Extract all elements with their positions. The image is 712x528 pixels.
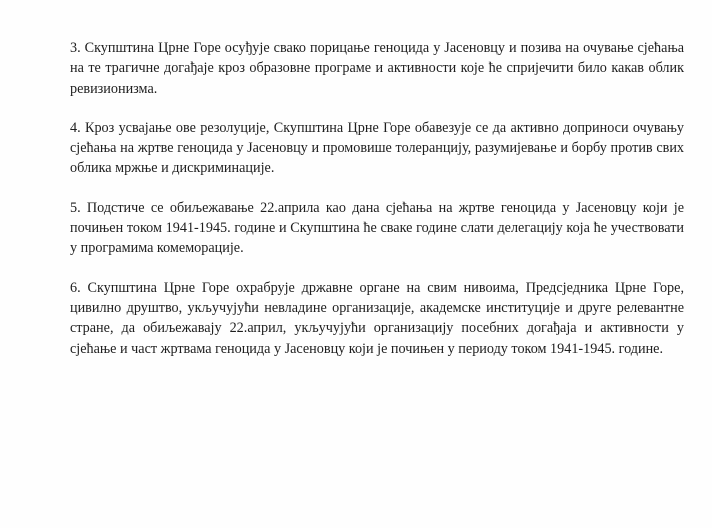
document-body — [70, 38, 684, 378]
paragraph-6: 6. Скупштина Црне Горе охрабрује државне органе на свим нивоима, Предсједника Црне Горе, цивилно друштво, укључујући невладине организације, академске институције и друге релевантне стране, да обиљежавају 22.април, укључујући организацију посебних догађаја и активности у сјећање и част жртвама геноцида у Јасеновцу који је почињен у периоду током 1941-1945. године. — [70, 279, 684, 357]
paragraph-4: 4. Кроз усвајање ове резолуције, Скупштина Црне Горе обавезује се да активно доприноси очувању сјећања на жртве геноцида у Јасеновцу и промовише толеранцију, разумијевање и борбу против свих облика мржње и дискриминације. — [70, 119, 684, 177]
paragraph-5: 5. Подстиче се обиљежавање 22.априла као дана сјећања на жртве геноцида у Јасеновцу који је почињен током 1941-1945. године и Скупштина ће сваке године слати делегацију која ће учествовати у програмима комеморације. — [70, 199, 684, 257]
paragraph-3: 3. Скупштина Црне Горе осуђује свако порицање геноцида у Јасеновцу и позива на очување сјећања на те трагичне догађаје кроз образовне програме и активности које ће спријечити било какав облик ревизионизма. — [70, 40, 684, 97]
